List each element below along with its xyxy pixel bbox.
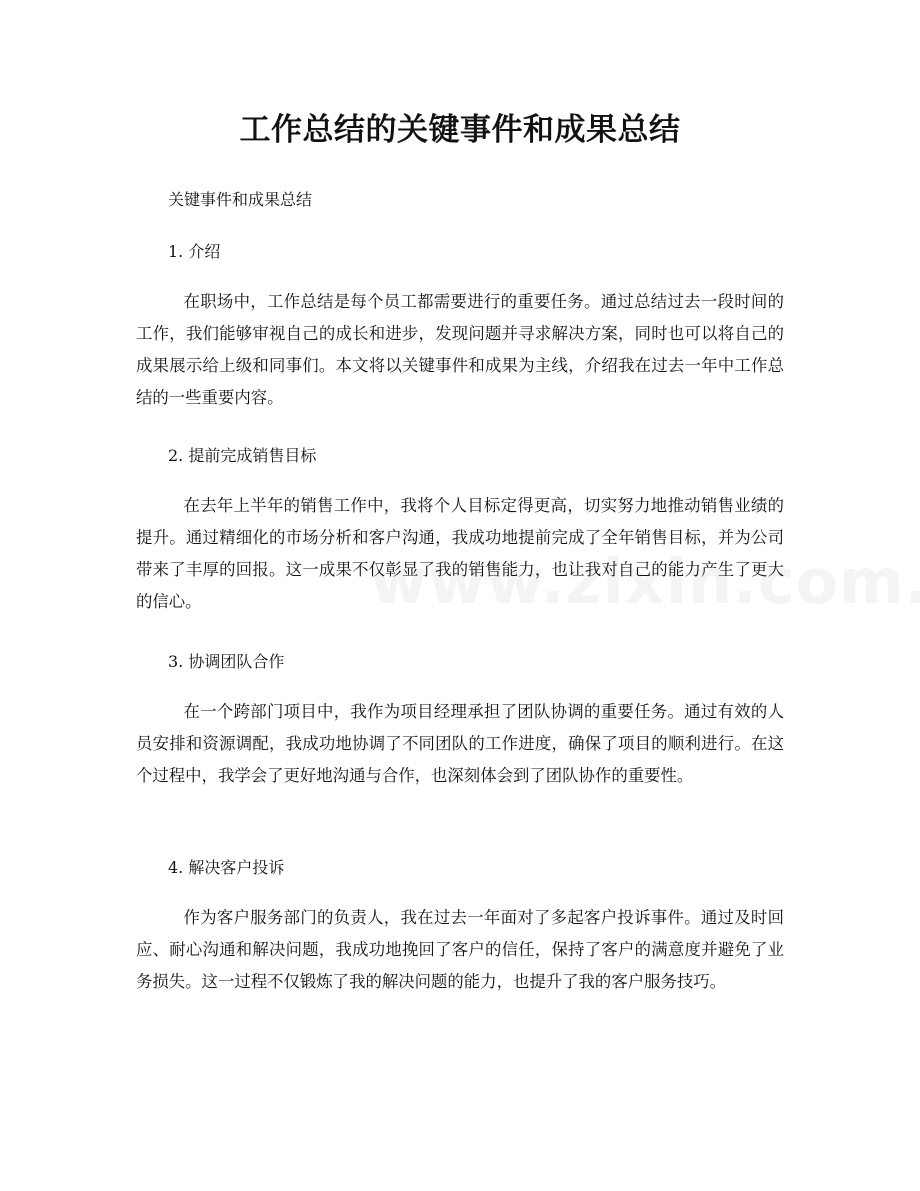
section-body-intro: 在职场中，工作总结是每个员工都需要进行的重要任务。通过总结过去一段时间的工作，我们能够审视自己的成长和进步，发现问题并寻求解决方案，同时也可以将自己的成果展示给上级和同事们。本文将以关键事件和成果为主线，介绍我在过去一年中工作总结的一些重要内容。 (136, 292, 784, 407)
page-title: 工作总结的关键事件和成果总结 (239, 112, 681, 148)
section-body-complaints: 作为客户服务部门的负责人，我在过去一年面对了多起客户投诉事件。通过及时回应、耐心沟通和解决问题，我成功地挽回了客户的信任，保持了客户的满意度并避免了业务损失。这一过程不仅锻炼了我的解决问题的能力，也提升了我的客户服务技巧。 (136, 908, 784, 991)
section-heading-intro: 1. 介绍 (168, 242, 221, 261)
section-heading-sales: 2. 提前完成销售目标 (168, 446, 317, 465)
section-body-sales: 在去年上半年的销售工作中，我将个人目标定得更高，切实努力地推动销售业绩的提升。通过精细化的市场分析和客户沟通，我成功地提前完成了全年销售目标，并为公司带来了丰厚的回报。这一成果不仅彰显了我的销售能力，也让我对自己的能力产生了更大的信心。 (136, 496, 784, 611)
section-heading-team: 3. 协调团队合作 (168, 652, 285, 671)
section-heading-complaints: 4. 解决客户投诉 (168, 858, 285, 877)
document-subtitle: 关键事件和成果总结 (168, 190, 313, 209)
section-body-team: 在一个跨部门项目中，我作为项目经理承担了团队协调的重要任务。通过有效的人员安排和资源调配，我成功地协调了不同团队的工作进度，确保了项目的顺利进行。在这个过程中，我学会了更好地沟通与合作，也深刻体会到了团队协作的重要性。 (136, 702, 784, 785)
